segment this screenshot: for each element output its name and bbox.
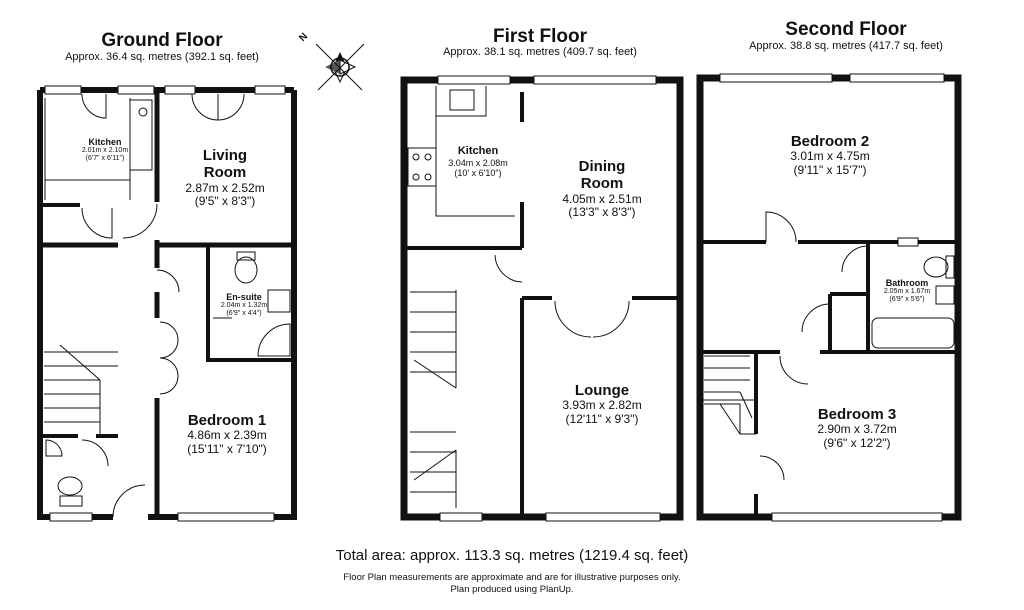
compass-north-label: N xyxy=(297,31,311,44)
produced-by: Plan produced using PlanUp. xyxy=(450,584,574,595)
room-name: Living Room xyxy=(202,147,248,182)
room-ground-ensuite xyxy=(210,292,278,318)
compass-icon xyxy=(316,44,364,90)
ground-floor-area: Approx. 36.4 sq. metres (392.1 sq. feet) xyxy=(65,51,259,63)
room-metric: 2.90m x 3.72m xyxy=(817,422,897,437)
room-metric: 3.93m x 2.82m xyxy=(562,398,642,413)
room-second-bedroom-3 xyxy=(792,406,922,451)
room-first-lounge xyxy=(540,382,664,427)
room-name: Bedroom 2 xyxy=(790,133,870,150)
room-ground-bedroom-1 xyxy=(165,412,289,457)
disclaimer: Floor Plan measurements are approximate and are for illustrative purposes only. xyxy=(343,572,681,583)
first-floor-area: Approx. 38.1 sq. metres (409.7 sq. feet) xyxy=(443,46,637,58)
room-name: Lounge xyxy=(574,382,630,399)
room-metric: 2.05m x 1.67m xyxy=(883,288,931,296)
room-imperial: (9'5" x 8'3") xyxy=(194,194,256,209)
room-imperial: (12'11" x 9'3") xyxy=(565,412,639,427)
room-imperial: (6'7" x 6'11") xyxy=(85,155,125,163)
room-imperial: (6'9" x 5'6") xyxy=(889,296,925,304)
room-metric: 4.86m x 2.39m xyxy=(187,428,267,443)
room-name: En-suite xyxy=(226,292,262,302)
room-imperial: (13'3" x 8'3") xyxy=(568,205,636,220)
room-name: Bedroom 1 xyxy=(187,412,267,429)
total-area: Total area: approx. 113.3 sq. metres (1219.4 sq. feet) xyxy=(335,547,689,564)
room-imperial: (9'11" x 15'7") xyxy=(793,163,867,178)
second-floor-title: Second Floor xyxy=(785,19,907,40)
room-name: Kitchen xyxy=(88,137,122,147)
second-floor-area: Approx. 38.8 sq. metres (417.7 sq. feet) xyxy=(749,40,943,52)
first-floor-title: First Floor xyxy=(493,26,587,47)
room-name: Dining Room xyxy=(578,158,626,193)
ground-floor-title: Ground Floor xyxy=(101,30,223,51)
room-metric: 2.01m x 2.10m xyxy=(81,147,129,155)
room-name: Kitchen xyxy=(457,145,499,157)
room-name: Bedroom 3 xyxy=(817,406,897,423)
room-metric: 3.04m x 2.08m xyxy=(448,157,508,168)
room-imperial: (6'9" x 4'4") xyxy=(226,310,262,318)
room-second-bedroom-2 xyxy=(766,133,894,178)
room-imperial: (9'6" x 12'2") xyxy=(823,436,891,451)
room-metric: 2.04m x 1.32m xyxy=(220,302,268,310)
room-name: Bathroom xyxy=(885,278,929,288)
room-ground-kitchen xyxy=(60,137,150,163)
room-metric: 4.05m x 2.51m xyxy=(562,191,642,206)
room-second-bathroom xyxy=(872,278,942,304)
room-first-dining xyxy=(540,158,664,220)
room-imperial: (10' x 6'10") xyxy=(454,167,502,178)
room-first-kitchen xyxy=(440,145,516,178)
room-ground-living xyxy=(170,147,280,209)
first-floor-plan xyxy=(404,76,680,521)
room-metric: 3.01m x 4.75m xyxy=(790,149,870,164)
room-imperial: (15'11" x 7'10") xyxy=(187,442,267,457)
room-metric: 2.87m x 2.52m xyxy=(185,180,265,195)
